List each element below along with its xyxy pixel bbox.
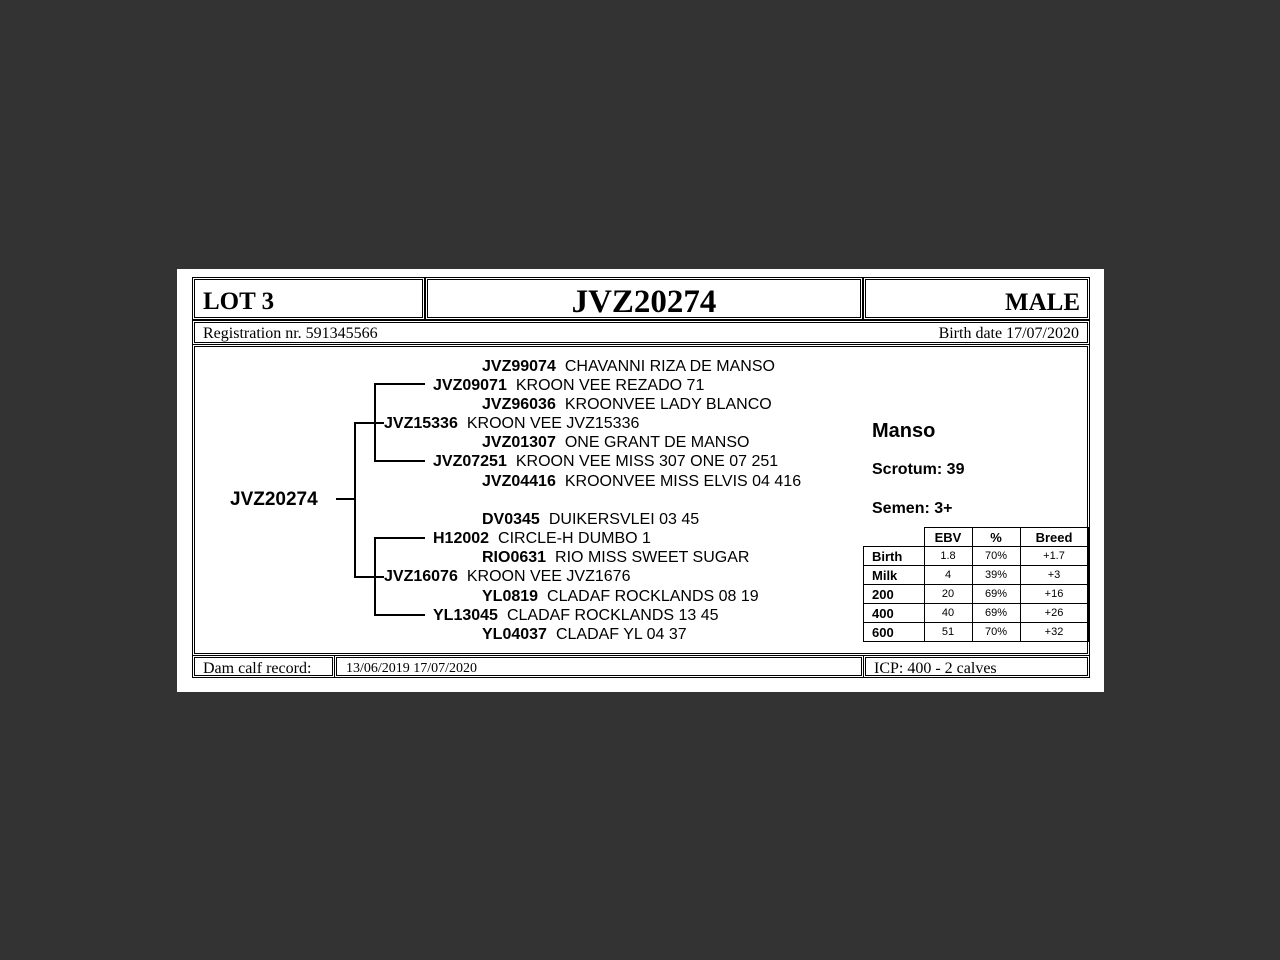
table-row <box>864 604 1089 623</box>
ebv-table <box>863 527 1089 642</box>
pedigree-subject: JVZ20274 <box>230 489 318 510</box>
connector-sire-vertical <box>374 383 376 461</box>
connector-subject <box>336 498 355 500</box>
pedigree-dds: YL0819 CLADAF ROCKLANDS 08 19 <box>482 588 759 605</box>
table-row <box>864 547 1089 566</box>
connector-sire-sire <box>374 383 425 385</box>
pedigree-dam: JVZ16076 KROON VEE JVZ1676 <box>384 568 631 585</box>
ebv-trait: Birth <box>864 547 925 566</box>
table-row <box>864 566 1089 585</box>
ebv-accuracy: 70% <box>972 547 1020 566</box>
pedigree-ss: JVZ09071 KROON VEE REZADO 71 <box>433 377 705 394</box>
pedigree-sd: JVZ07251 KROON VEE MISS 307 ONE 07 251 <box>433 453 779 470</box>
connector-dam-sire <box>374 537 425 539</box>
pedigree-dd: YL13045 CLADAF ROCKLANDS 13 45 <box>433 607 719 624</box>
connector-dam <box>354 576 384 578</box>
ebv-header-breed: Breed <box>1020 528 1088 547</box>
sex-label: MALE <box>1005 289 1080 316</box>
ebv-value: 1.8 <box>924 547 972 566</box>
dam-calf-label-cell <box>192 655 335 678</box>
pedigree-ssd: JVZ96036 KROONVEE LADY BLANCO <box>482 396 772 413</box>
lot-card <box>177 269 1104 692</box>
ebv-trait: 600 <box>864 623 925 642</box>
birth-date: Birth date 17/07/2020 <box>938 325 1079 342</box>
pedigree-dsd: RIO0631 RIO MISS SWEET SUGAR <box>482 549 750 566</box>
ebv-trait: Milk <box>864 566 925 585</box>
ebv-value: 51 <box>924 623 972 642</box>
icp-value: ICP: 400 - 2 calves <box>874 660 997 677</box>
dam-calf-record-cell <box>334 655 864 678</box>
lot-number: LOT 3 <box>203 288 275 315</box>
ebv-accuracy: 39% <box>972 566 1020 585</box>
table-row <box>864 623 1089 642</box>
ebv-header-row <box>864 528 1089 547</box>
ebv-accuracy: 70% <box>972 623 1020 642</box>
ebv-breed-avg: +16 <box>1020 585 1088 604</box>
icp-cell <box>863 655 1090 678</box>
registration-number: Registration nr. 591345566 <box>203 325 378 342</box>
table-row <box>864 585 1089 604</box>
connector-dam-dam <box>374 614 425 616</box>
ebv-trait: 200 <box>864 585 925 604</box>
ebv-header-ebv: EBV <box>924 528 972 547</box>
ebv-header-blank <box>864 528 925 547</box>
ebv-breed-avg: +32 <box>1020 623 1088 642</box>
dam-calf-record: 13/06/2019 17/07/2020 <box>346 661 478 676</box>
dam-calf-label: Dam calf record: <box>203 660 312 677</box>
registration-row <box>192 320 1090 345</box>
connector-sire-dam <box>374 460 425 462</box>
ebv-accuracy: 69% <box>972 585 1020 604</box>
scrotum: Scrotum: 39 <box>872 461 965 478</box>
ebv-trait: 400 <box>864 604 925 623</box>
ebv-breed-avg: +3 <box>1020 566 1088 585</box>
lot-cell <box>192 277 425 320</box>
ebv-accuracy: 69% <box>972 604 1020 623</box>
ebv-value: 4 <box>924 566 972 585</box>
ebv-breed-avg: +1.7 <box>1020 547 1088 566</box>
pedigree-sire: JVZ15336 KROON VEE JVZ15336 <box>384 415 640 432</box>
pedigree-ddd: YL04037 CLADAF YL 04 37 <box>482 626 687 643</box>
connector-main-vertical <box>354 422 356 578</box>
pedigree-sds: JVZ01307 ONE GRANT DE MANSO <box>482 434 750 451</box>
ebv-header-pct: % <box>972 528 1020 547</box>
connector-dam-vertical <box>374 537 376 616</box>
ebv-breed-avg: +26 <box>1020 604 1088 623</box>
connector-sire <box>354 422 384 424</box>
animal-id-title: JVZ20274 <box>571 284 717 320</box>
ebv-value: 40 <box>924 604 972 623</box>
reg-id-cell <box>425 277 863 320</box>
ebv-value: 20 <box>924 585 972 604</box>
sex-cell <box>863 277 1090 320</box>
pedigree-sss: JVZ99074 CHAVANNI RIZA DE MANSO <box>482 358 775 375</box>
pedigree-sdd: JVZ04416 KROONVEE MISS ELVIS 04 416 <box>482 473 802 490</box>
sire-name: Manso <box>872 420 936 442</box>
semen: Semen: 3+ <box>872 500 953 517</box>
pedigree-ds: H12002 CIRCLE-H DUMBO 1 <box>433 530 651 547</box>
pedigree-dss: DV0345 DUIKERSVLEI 03 45 <box>482 511 700 528</box>
